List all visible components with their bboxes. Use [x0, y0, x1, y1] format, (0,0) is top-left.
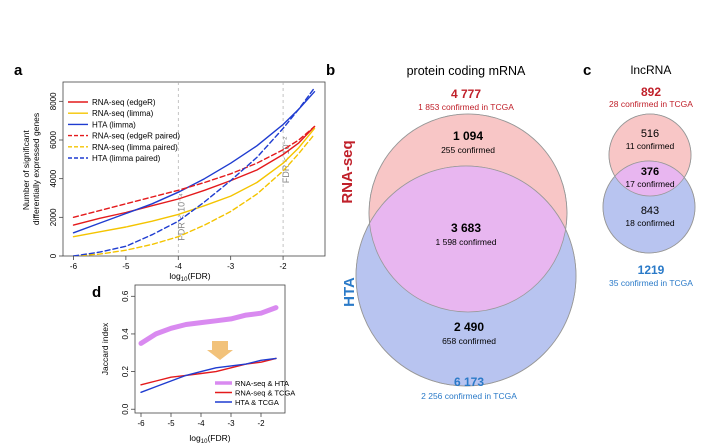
panel-b-rnaseq-only-count: 1 094	[452, 129, 484, 143]
a-legend-label: RNA-seq (edgeR paired)	[92, 131, 181, 141]
d-xtick-label: -2	[257, 419, 265, 428]
panel-c-hta-total: 1219	[637, 263, 665, 277]
panel-b-rnaseq-only-note: 255 confirmed	[441, 145, 495, 155]
panel-d-ylabel: Jaccard index	[100, 322, 110, 376]
a-ytick-label: 0	[49, 253, 58, 259]
panel-a-ylabel-line2: differentially expressed genes	[31, 112, 41, 226]
panel-b-letter: b	[326, 62, 336, 79]
fdr-1e-4-annotation: FDR < 10⁻⁴	[176, 193, 187, 241]
a-xtick-label: -4	[174, 262, 182, 271]
d-xtick-label: -6	[137, 419, 145, 428]
d-xtick-label: -3	[227, 419, 235, 428]
panel-c-rnaseq-only-count: 516	[640, 128, 660, 140]
a-ytick-label: 4000	[49, 169, 58, 188]
d-ytick-label: 0.0	[121, 403, 130, 415]
a-ytick-label: 8000	[49, 92, 58, 111]
panel-d-xlabel: $\log_{10}(FDR)$	[189, 433, 231, 445]
panel-b-hta-total: 6 173	[453, 375, 485, 389]
panel-c-rnaseq-tcga-note: 28 confirmed in TCGA	[609, 99, 693, 109]
panel-c-letter: c	[583, 62, 592, 79]
a-xtick-label: -2	[279, 262, 287, 271]
highlight-down-arrow-icon	[207, 341, 233, 360]
panel-c-hta-only-note: 18 confirmed	[625, 218, 675, 228]
panel-b-rnaseq-tcga-note: 1 853 confirmed in TCGA	[418, 102, 514, 112]
panel-a-letter: a	[14, 62, 23, 79]
panel-c-overlap-count: 376	[640, 166, 660, 178]
d-series-line-0	[141, 308, 276, 344]
panel-b-hta-tcga-note: 2 256 confirmed in TCGA	[421, 391, 517, 401]
panel-d-letter: d	[92, 284, 102, 301]
panel-b-hta-only-note: 658 confirmed	[442, 336, 496, 346]
panel-c-hta-only-count: 843	[640, 205, 660, 217]
panel-a-ylabel	[21, 113, 41, 225]
panel-c-overlap-note: 17 confirmed	[625, 179, 675, 189]
panel-a-xlabel: $\log_{10}(FDR)$	[169, 271, 211, 283]
panel-c-hta-tcga-note: 35 confirmed in TCGA	[609, 278, 693, 288]
panel-d-chart	[100, 285, 295, 445]
d-ytick-label: 0.4	[121, 328, 130, 340]
a-ytick-label: 6000	[49, 131, 58, 149]
a-legend-label: RNA-seq (limma paired)	[92, 142, 178, 152]
a-xtick-label: -5	[122, 262, 130, 271]
panel-b-rnaseq-total: 4 777	[450, 87, 482, 101]
d-xtick-label: -4	[197, 419, 205, 428]
panel-b-hta-only-count: 2 490	[453, 320, 485, 334]
a-xtick-label: -6	[69, 262, 78, 271]
panel-b-title: protein coding mRNA	[406, 64, 526, 78]
panel-b-venn	[339, 64, 576, 401]
panel-b-overlap-note: 1 598 confirmed	[435, 237, 497, 247]
d-legend-label: HTA & TCGA	[235, 398, 279, 407]
panel-c-venn	[603, 63, 695, 288]
panel-c-title: lncRNA	[630, 63, 672, 77]
a-ytick-label: 2000	[49, 208, 58, 227]
panel-c-rnaseq-only-note: 11 confirmed	[625, 141, 675, 151]
a-xtick-label: -3	[227, 262, 235, 271]
panel-b-hta-label: HTA	[341, 277, 358, 307]
panel-a-ylabel-line1: Number of significant	[21, 130, 31, 211]
d-legend-label: RNA-seq & HTA	[235, 379, 290, 388]
panel-b-overlap-count: 3 683	[450, 221, 482, 235]
a-legend-label: RNA-seq (edgeR)	[92, 98, 156, 107]
panel-b-rnaseq-label: RNA-seq	[339, 140, 356, 204]
a-legend-label: HTA (limma)	[92, 120, 136, 130]
fdr-1e-2-annotation: FDR < 10⁻²	[281, 136, 292, 184]
d-ytick-label: 0.2	[121, 366, 130, 378]
d-legend-label: RNA-seq & TCGA	[235, 388, 296, 398]
a-legend-label: HTA (limma paired)	[92, 154, 161, 163]
d-ytick-label: 0.6	[121, 290, 130, 302]
panel-a-chart	[21, 82, 325, 283]
panel-c-rnaseq-total: 892	[640, 85, 662, 99]
d-xtick-label: -5	[167, 419, 175, 428]
a-legend-label: RNA-seq (limma)	[92, 109, 154, 119]
